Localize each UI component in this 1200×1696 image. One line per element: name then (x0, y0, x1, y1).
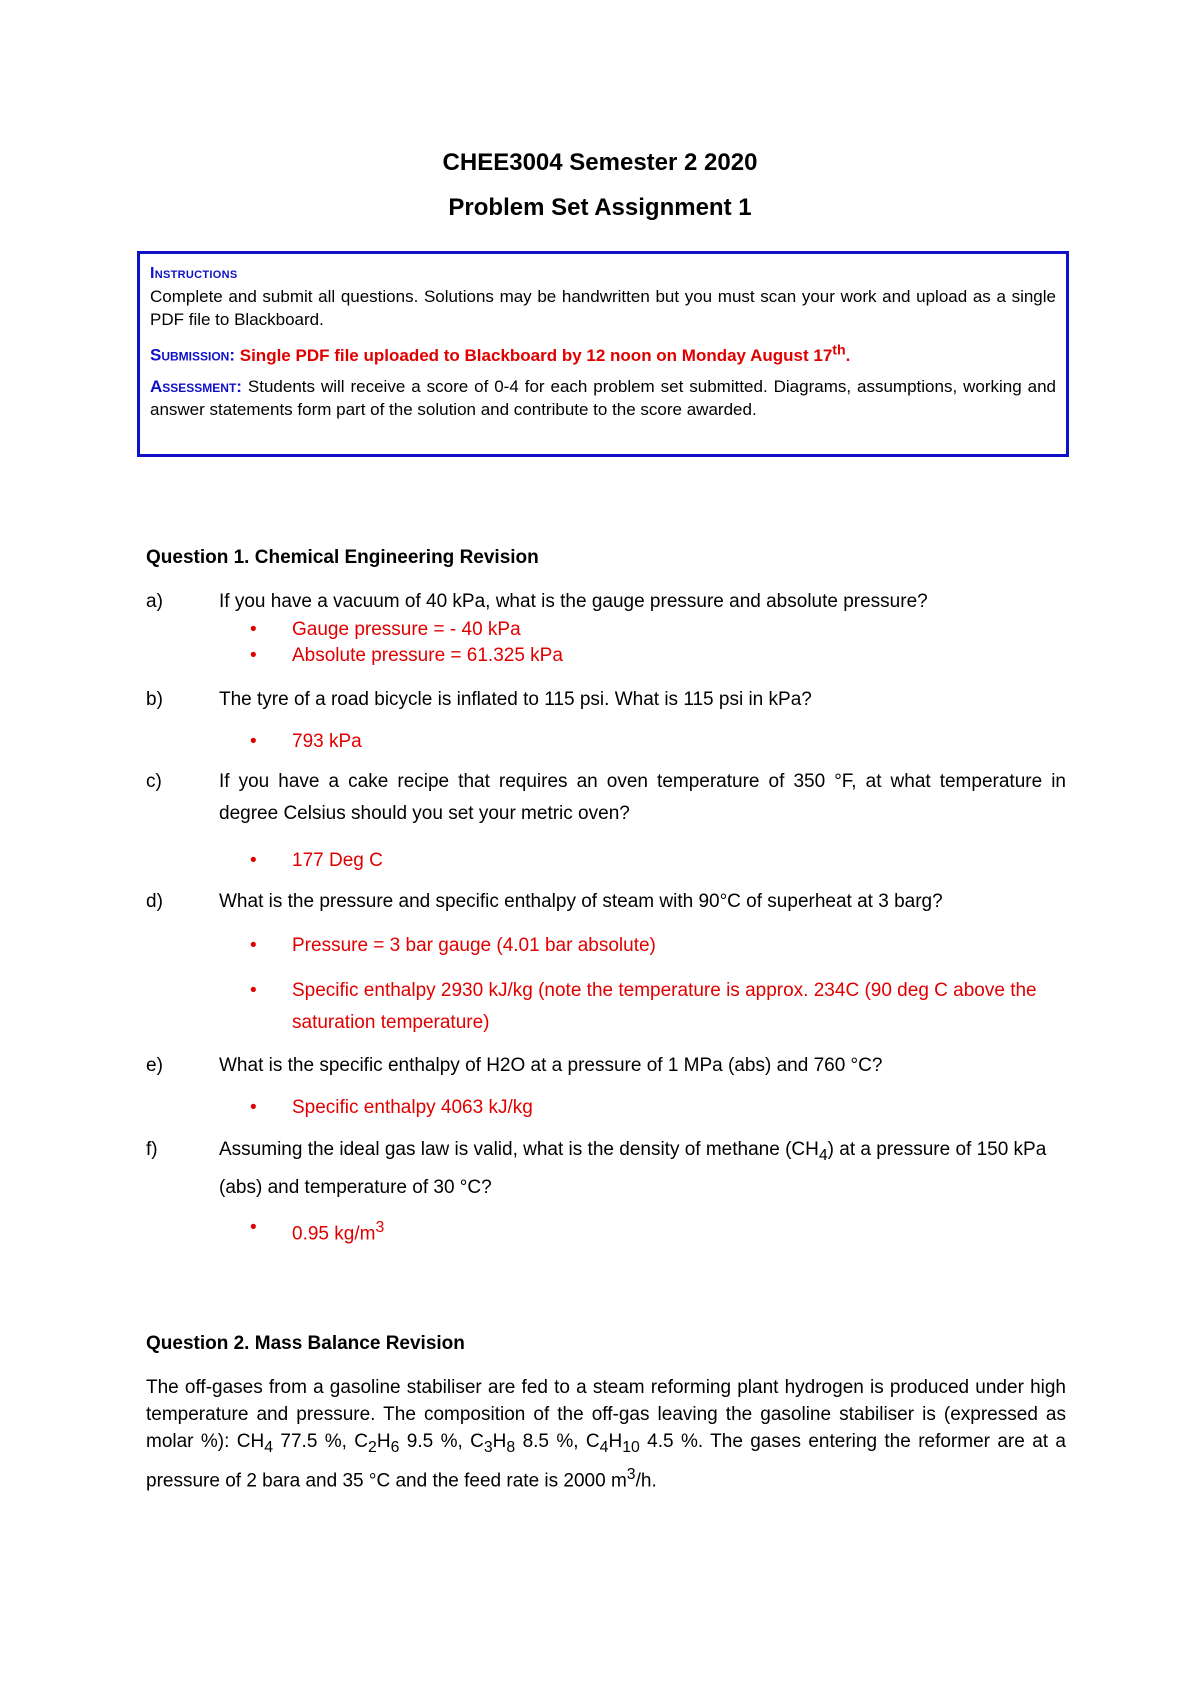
question-1b (146, 684, 1066, 716)
subscript: 6 (390, 1438, 400, 1456)
item-text-part: ) at a pressure of 150 kPa (abs) and temperature of 30 °C? (219, 1139, 1047, 1198)
item-label: d) (146, 891, 163, 912)
answer-text: 793 kPa (292, 731, 362, 752)
course-title: CHEE3004 Semester 2 2020 (442, 149, 758, 176)
question-1f (146, 1134, 1066, 1204)
submission-label: Submission: (150, 345, 236, 365)
answer-1d-1 (250, 930, 1065, 962)
q2-text: 9.5 %, C (399, 1431, 484, 1452)
question-1c (146, 766, 1066, 830)
item-text (219, 1134, 1066, 1204)
instructions-box (137, 251, 1069, 457)
answer-1f-1 (250, 1212, 1065, 1250)
item-text: What is the pressure and specific enthalpy of steam with 90°C of superheat at 3 barg? (219, 891, 943, 912)
submission-paragraph (150, 339, 1056, 367)
instructions-body: Complete and submit all questions. Solutions may be handwritten but you must scan your work and upload as a single PDF file to Blackboard. (150, 287, 1056, 329)
question-1-heading: Question 1. Chemical Engineering Revision (146, 547, 539, 568)
item-text: What is the specific enthalpy of H2O at a pressure of 1 MPa (abs) and 760 °C? (219, 1055, 883, 1076)
item-text: The tyre of a road bicycle is inflated to 115 psi. What is 115 psi in kPa? (219, 689, 812, 710)
q2-text: /h. (635, 1470, 657, 1492)
submission-deadline: Single PDF file uploaded to Blackboard by 12 noon on Monday August 17 (239, 345, 833, 365)
answer-text (292, 1212, 1065, 1250)
bullet-icon: • (250, 1217, 257, 1238)
submission-text (239, 342, 851, 365)
subscript: 4 (599, 1438, 609, 1456)
q2-text: 77.5 %, C (273, 1431, 369, 1452)
subscript: 8 (506, 1438, 516, 1456)
bullet-icon: • (250, 619, 257, 640)
item-label: e) (146, 1055, 163, 1076)
submission-end: . (845, 345, 851, 365)
superscript: 3 (626, 1465, 636, 1483)
answer-1b-1 (250, 726, 1065, 758)
bullet-icon: • (250, 980, 257, 1001)
bullet-icon: • (250, 935, 257, 956)
answer-1c-1 (250, 845, 1065, 877)
submission-sup: th (832, 342, 846, 358)
item-text-part: Assuming the ideal gas law is valid, what is the density of methane (CH (219, 1139, 819, 1160)
assessment-label: Assessment: (150, 376, 242, 396)
bullet-icon: • (250, 1097, 257, 1118)
assessment-text: Students will receive a score of 0-4 for each problem set submitted. Diagrams, assumptions, working and answer statements form part of the solution and contribute to the score awarded. (150, 376, 1056, 419)
answer-text: Gauge pressure = - 40 kPa (292, 619, 521, 640)
subscript: 10 (622, 1438, 640, 1456)
answer-1d-2 (250, 975, 1065, 1039)
assignment-title: Problem Set Assignment 1 (448, 194, 752, 221)
question-1d (146, 886, 1066, 918)
assessment-paragraph (150, 375, 1056, 421)
bullet-icon: • (250, 731, 257, 752)
q2-text: H (608, 1431, 623, 1452)
subscript: 4 (264, 1438, 274, 1456)
item-label: f) (146, 1139, 158, 1160)
q2-text: 4.5 %. The gases entering the reformer are at a pressure of 2 bara and 35 °C and the feed rate is 2000 m (146, 1431, 1066, 1492)
answer-text-part: 0.95 kg/m (292, 1223, 376, 1245)
item-text: If you have a vacuum of 40 kPa, what is the gauge pressure and absolute pressure? (219, 591, 928, 612)
subscript: 4 (818, 1146, 828, 1164)
instructions-heading: Instructions (150, 265, 238, 282)
answer-text: 177 Deg C (292, 850, 383, 871)
answer-text: Absolute pressure = 61.325 kPa (292, 645, 563, 666)
answer-text: Specific enthalpy 4063 kJ/kg (292, 1097, 533, 1118)
bullet-icon: • (250, 850, 257, 871)
answer-text: Specific enthalpy 2930 kJ/kg (note the temperature is approx. 234C (90 deg C above the saturation temperature) (292, 980, 1037, 1033)
answer-1a-2 (250, 640, 1065, 672)
question-1e (146, 1050, 1066, 1082)
bullet-icon: • (250, 645, 257, 666)
item-label: a) (146, 591, 163, 612)
q2-text: The off-gases from a gasoline stabiliser are fed to a steam reforming plant hydrogen is produced under high temperature and pressure. The composition of the off-gas leaving the gasoline stabiliser is (expressed as molar %): CH (146, 1377, 1066, 1452)
subscript: 3 (483, 1438, 493, 1456)
subscript: 2 (368, 1438, 377, 1456)
item-label: c) (146, 771, 162, 792)
item-label: b) (146, 689, 163, 710)
q2-text: 8.5 %, C (515, 1431, 600, 1452)
item-text: If you have a cake recipe that requires an oven temperature of 350 °F, at what temperature in degree Celsius should you set your metric oven? (219, 771, 1066, 824)
q2-text: H (376, 1431, 391, 1452)
question-2-body (146, 1374, 1066, 1494)
superscript: 3 (375, 1219, 385, 1236)
question-2-heading: Question 2. Mass Balance Revision (146, 1333, 465, 1354)
answer-text: Pressure = 3 bar gauge (4.01 bar absolute) (292, 935, 656, 956)
q2-text: H (492, 1431, 507, 1452)
answer-1e-1 (250, 1092, 1065, 1124)
